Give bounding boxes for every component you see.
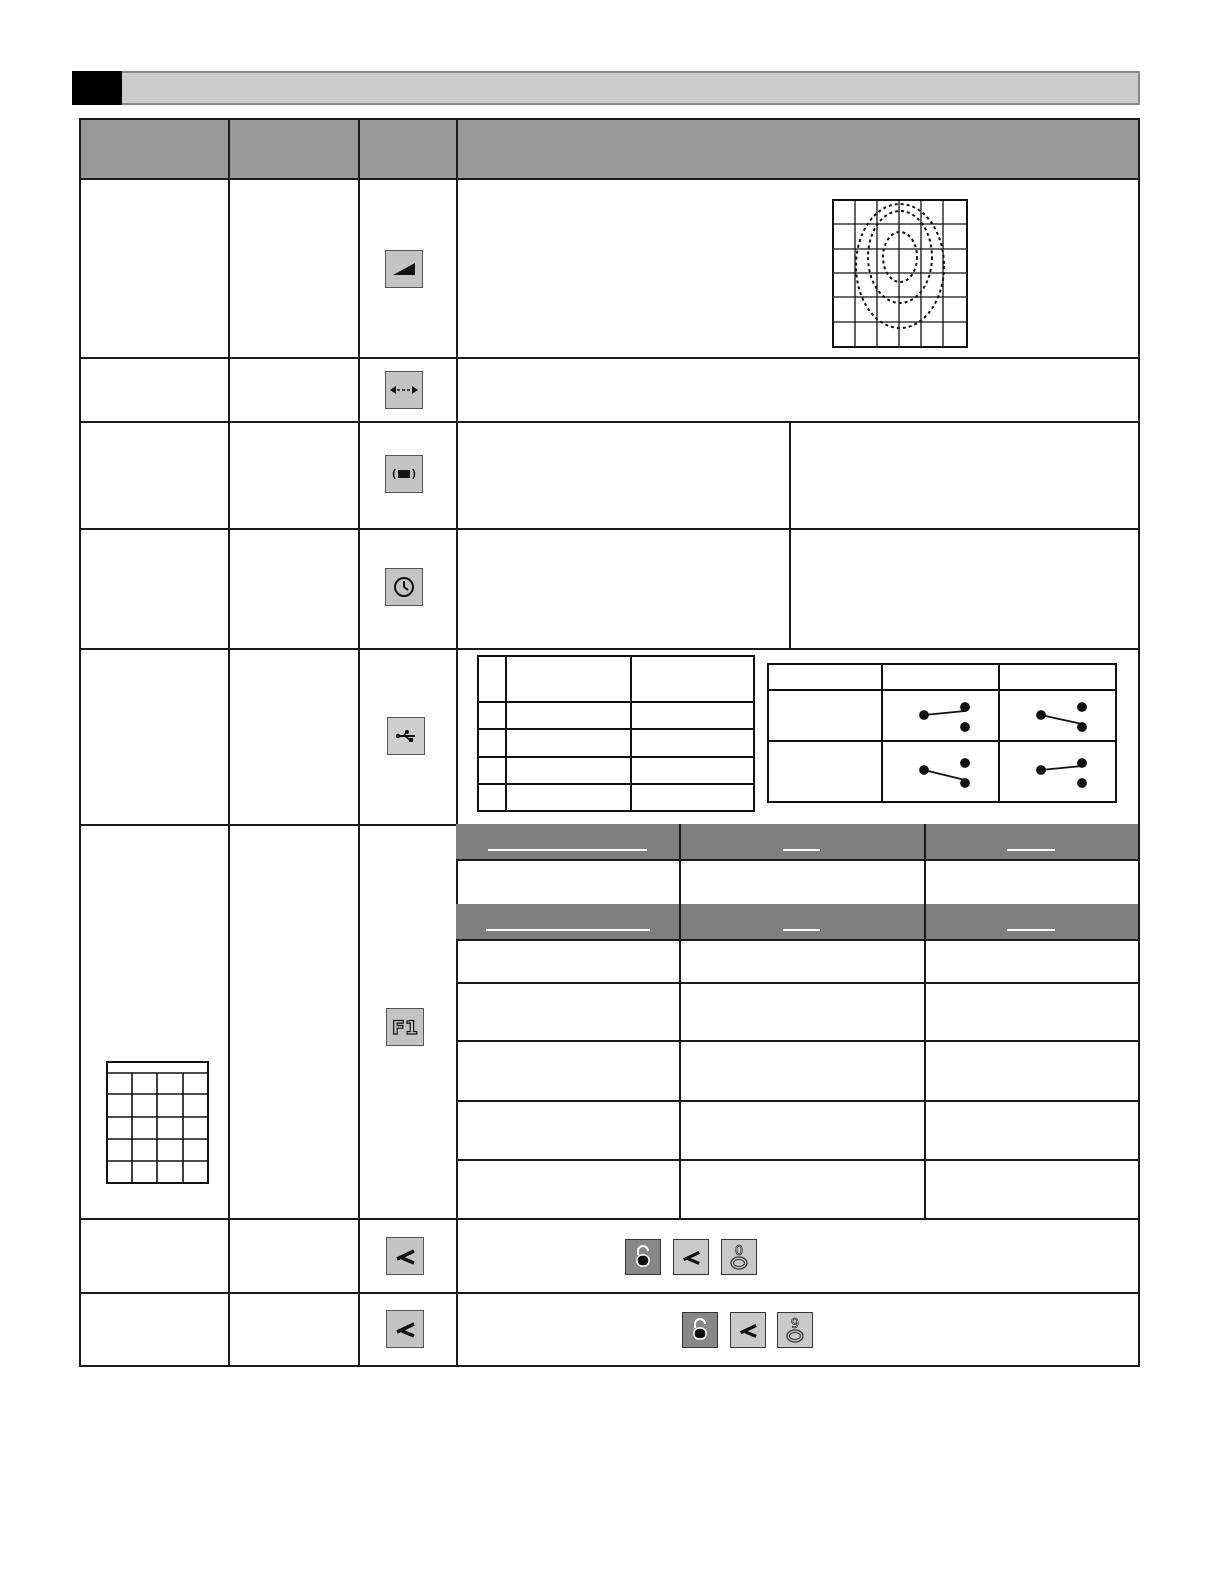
unlock-icon <box>682 1312 718 1348</box>
unlock-icon <box>625 1239 661 1275</box>
subheader-row <box>456 904 1138 939</box>
vibrate-icon[interactable] <box>385 455 423 493</box>
column-divider <box>358 120 360 1365</box>
function-sub-table <box>456 824 1138 1218</box>
key-tool-icon[interactable] <box>386 1237 424 1275</box>
f1-function-icon[interactable] <box>386 1008 424 1046</box>
calendar-grid <box>106 1061 210 1185</box>
section-number-tab <box>72 71 122 105</box>
clock-icon[interactable] <box>385 568 423 606</box>
key-tool-icon[interactable] <box>386 1310 424 1348</box>
key-tool-icon <box>673 1239 709 1275</box>
range-arrows-icon[interactable] <box>385 371 423 409</box>
row-divider <box>81 648 1138 650</box>
description-split <box>789 421 791 648</box>
section-bar <box>72 71 1140 105</box>
digit-0-label: 0 <box>734 1244 744 1259</box>
row-divider <box>81 1292 1138 1294</box>
coverage-grid-diagram <box>832 199 968 349</box>
row-divider <box>81 357 1138 359</box>
f1-label: F1 <box>391 1017 419 1038</box>
usb-icon[interactable] <box>387 717 425 755</box>
subheader-row <box>456 824 1138 859</box>
column-divider <box>228 120 230 1365</box>
volume-ramp-icon[interactable] <box>385 250 423 288</box>
key-tool-icon <box>730 1312 766 1348</box>
digit-9-label: 9 <box>790 1317 800 1332</box>
digit-0-key <box>721 1239 757 1275</box>
row-divider <box>81 178 1138 180</box>
table-header <box>81 120 1138 180</box>
row-divider <box>81 528 1138 530</box>
row-divider <box>81 421 1138 423</box>
digit-9-key <box>777 1312 813 1348</box>
row-divider <box>81 1218 1138 1220</box>
port-table <box>477 655 755 813</box>
switch-position-table <box>767 663 1118 804</box>
